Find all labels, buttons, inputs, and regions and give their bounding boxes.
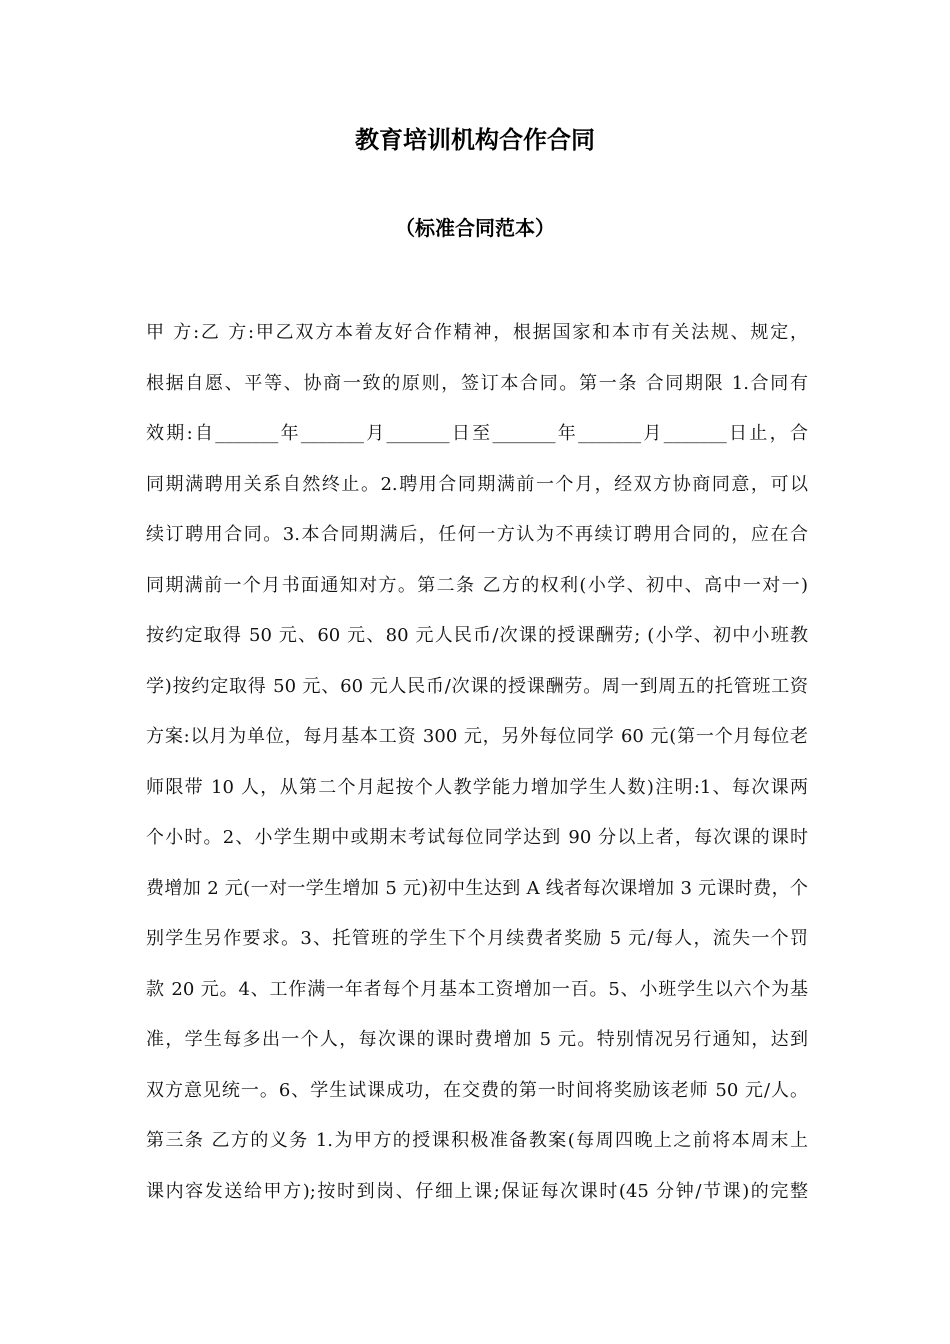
contract-text-line: 个小时。2、小学生期中或期末考试每位同学达到 90 分以上者，每次课的课时	[146, 827, 808, 848]
contract-body	[146, 308, 808, 1217]
contract-text-line: 双方意见统一。6、学生试课成功，在交费的第一时间将奖励该老师 50 元/人。	[146, 1079, 808, 1101]
contract-text-line: 方案:以月为单位，每月基本工资 300 元，另外每位同学 60 元(第一个月每位老	[146, 726, 808, 747]
contract-text-line: 课内容发送给甲方);按时到岗、仔细上课;保证每次课时(45 分钟/节课)的完整	[146, 1180, 808, 1202]
contract-text-line: 效期:自_______年_______月_______日至_______年_______月_______日止，合	[146, 423, 808, 444]
document-subtitle: （标准合同范本）	[395, 216, 555, 240]
contract-text-line: 同期满前一个月书面通知对方。第二条 乙方的权利(小学、初中、高中一对一)	[146, 574, 808, 596]
contract-text-line: 同期满聘用关系自然终止。2.聘用合同期满前一个月，经双方协商同意，可以	[146, 473, 808, 495]
document-title: 教育培训机构合作合同	[355, 126, 595, 154]
contract-text-line: 第三条 乙方的义务 1.为甲方的授课积极准备教案(每周四晚上之前将本周末上	[146, 1130, 808, 1151]
contract-text-line: 准，学生每多出一个人，每次课的课时费增加 5 元。特别情况另行通知，达到	[146, 1029, 808, 1050]
contract-text-line: 费增加 2 元(一对一学生增加 5 元)初中生达到 A 线者每次课增加 3 元课时费，个	[146, 877, 808, 899]
contract-text-line: 续订聘用合同。3.本合同期满后，任何一方认为不再续订聘用合同的，应在合	[146, 524, 808, 545]
contract-text-line: 款 20 元。4、工作满一年者每个月基本工资增加一百。5、小班学生以六个为基	[146, 978, 808, 1000]
contract-text-line: 别学生另作要求。3、托管班的学生下个月续费者奖励 5 元/每人，流失一个罚	[146, 928, 808, 949]
contract-text-line: 甲 方:乙 方:甲乙双方本着友好合作精神，根据国家和本市有关法规、规定，	[146, 322, 808, 343]
contract-text-line: 按约定取得 50 元、60 元、80 元人民币/次课的授课酬劳; (小学、初中小班教	[146, 625, 808, 646]
contract-text-line: 师限带 10 人，从第二个月起按个人教学能力增加学生人数)注明:1、每次课两	[146, 776, 808, 798]
contract-text-line: 根据自愿、平等、协商一致的原则，签订本合同。第一条 合同期限 1.合同有	[146, 372, 808, 394]
contract-text-line: 学)按约定取得 50 元、60 元人民币/次课的授课酬劳。周一到周五的托管班工资	[146, 675, 808, 697]
